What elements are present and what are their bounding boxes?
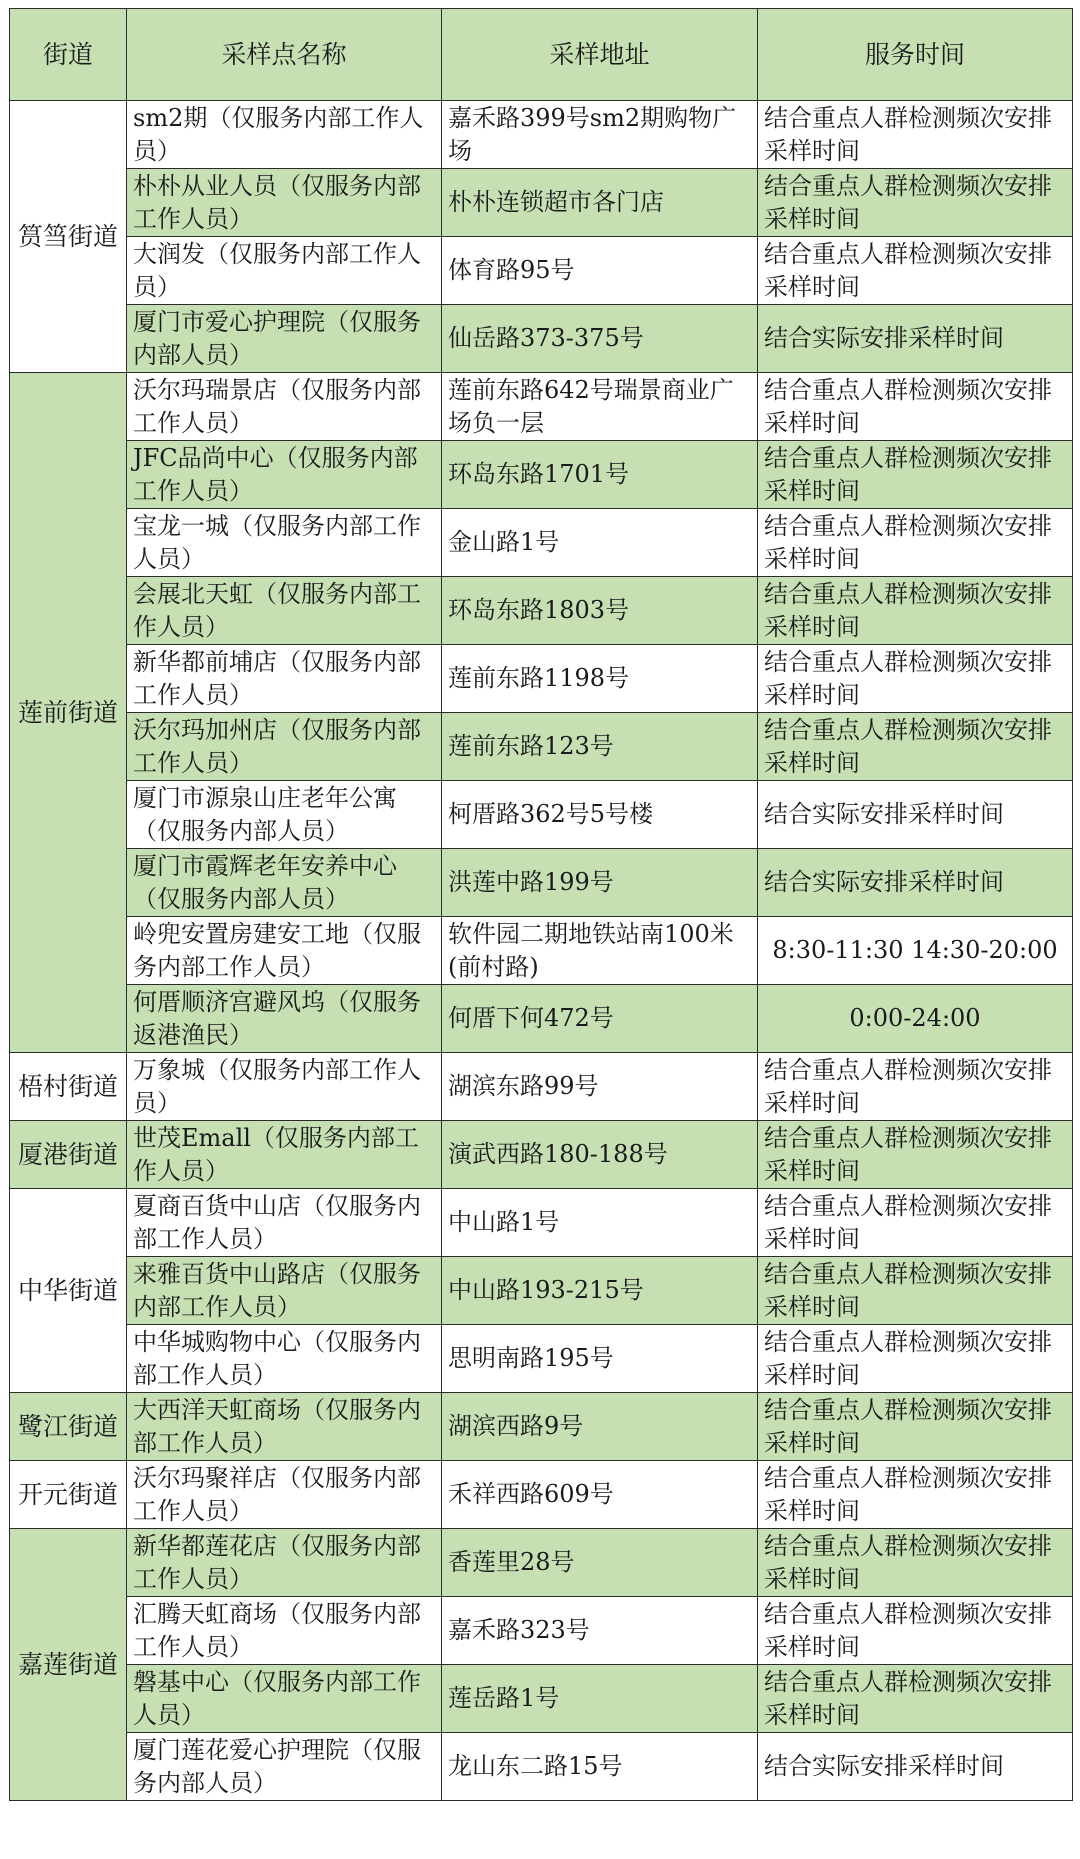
street-cell: 莲前街道 (10, 373, 127, 1053)
site-name-cell: 沃尔玛加州店（仅服务内部工作人员） (127, 713, 442, 781)
address-cell: 嘉禾路323号 (442, 1597, 758, 1665)
site-name-cell: 夏商百货中山店（仅服务内部工作人员） (127, 1189, 442, 1257)
address-cell: 体育路95号 (442, 237, 758, 305)
site-name-cell: 新华都莲花店（仅服务内部工作人员） (127, 1529, 442, 1597)
site-name-cell: 厦门市爱心护理院（仅服务内部人员） (127, 305, 442, 373)
street-cell: 鹭江街道 (10, 1393, 127, 1461)
table-row (10, 169, 1073, 237)
street-cell: 厦港街道 (10, 1121, 127, 1189)
table-row (10, 1053, 1073, 1121)
site-name-cell: sm2期（仅服务内部工作人员） (127, 101, 442, 169)
service-time-cell: 结合重点人群检测频次安排采样时间 (758, 1053, 1073, 1121)
table-row (10, 713, 1073, 781)
site-name-cell: 中华城购物中心（仅服务内部工作人员） (127, 1325, 442, 1393)
site-name-cell: 世茂Emall（仅服务内部工作人员） (127, 1121, 442, 1189)
table-row (10, 917, 1073, 985)
site-name-cell: 何厝顺济宫避风坞（仅服务返港渔民） (127, 985, 442, 1053)
address-cell: 软件园二期地铁站南100米(前村路) (442, 917, 758, 985)
site-name-cell: 厦门市源泉山庄老年公寓（仅服务内部人员） (127, 781, 442, 849)
table-row (10, 305, 1073, 373)
address-cell: 禾祥西路609号 (442, 1461, 758, 1529)
table-row (10, 509, 1073, 577)
table-row (10, 1733, 1073, 1801)
service-time-cell: 结合重点人群检测频次安排采样时间 (758, 1325, 1073, 1393)
site-name-cell: 厦门市霞辉老年安养中心（仅服务内部人员） (127, 849, 442, 917)
street-cell: 开元街道 (10, 1461, 127, 1529)
address-cell: 中山路193-215号 (442, 1257, 758, 1325)
header-service-time: 服务时间 (758, 9, 1073, 101)
address-cell: 嘉禾路399号sm2期购物广场 (442, 101, 758, 169)
street-cell: 中华街道 (10, 1189, 127, 1393)
table-row (10, 577, 1073, 645)
site-name-cell: 大西洋天虹商场（仅服务内部工作人员） (127, 1393, 442, 1461)
site-name-cell: 厦门莲花爱心护理院（仅服务内部人员） (127, 1733, 442, 1801)
table-row (10, 1189, 1073, 1257)
header-site-name: 采样点名称 (127, 9, 442, 101)
table-row (10, 1121, 1073, 1189)
site-name-cell: 宝龙一城（仅服务内部工作人员） (127, 509, 442, 577)
site-name-cell: 沃尔玛瑞景店（仅服务内部工作人员） (127, 373, 442, 441)
service-time-cell: 结合重点人群检测频次安排采样时间 (758, 713, 1073, 781)
service-time-cell: 结合重点人群检测频次安排采样时间 (758, 1529, 1073, 1597)
service-time-cell: 结合实际安排采样时间 (758, 781, 1073, 849)
service-time-cell: 结合实际安排采样时间 (758, 1733, 1073, 1801)
street-cell: 梧村街道 (10, 1053, 127, 1121)
service-time-cell: 结合重点人群检测频次安排采样时间 (758, 1393, 1073, 1461)
service-time-cell: 结合重点人群检测频次安排采样时间 (758, 1189, 1073, 1257)
street-cell: 筼筜街道 (10, 101, 127, 373)
address-cell: 莲岳路1号 (442, 1665, 758, 1733)
site-name-cell: 沃尔玛聚祥店（仅服务内部工作人员） (127, 1461, 442, 1529)
service-time-cell: 结合重点人群检测频次安排采样时间 (758, 509, 1073, 577)
service-time-cell: 结合重点人群检测频次安排采样时间 (758, 645, 1073, 713)
address-cell: 龙山东二路15号 (442, 1733, 758, 1801)
site-name-cell: 磐基中心（仅服务内部工作人员） (127, 1665, 442, 1733)
site-name-cell: 岭兜安置房建安工地（仅服务内部工作人员） (127, 917, 442, 985)
address-cell: 演武西路180-188号 (442, 1121, 758, 1189)
address-cell: 洪莲中路199号 (442, 849, 758, 917)
service-time-cell: 结合实际安排采样时间 (758, 849, 1073, 917)
address-cell: 莲前东路642号瑞景商业广场负一层 (442, 373, 758, 441)
service-time-cell: 结合重点人群检测频次安排采样时间 (758, 1665, 1073, 1733)
service-time-cell: 结合重点人群检测频次安排采样时间 (758, 1597, 1073, 1665)
address-cell: 何厝下何472号 (442, 985, 758, 1053)
service-time-cell: 0:00-24:00 (758, 985, 1073, 1053)
table-row (10, 1529, 1073, 1597)
table-row (10, 1665, 1073, 1733)
table-row (10, 1325, 1073, 1393)
address-cell: 朴朴连锁超市各门店 (442, 169, 758, 237)
service-time-cell: 8:30-11:30 14:30-20:00 (758, 917, 1073, 985)
service-time-cell: 结合重点人群检测频次安排采样时间 (758, 1257, 1073, 1325)
service-time-cell: 结合重点人群检测频次安排采样时间 (758, 169, 1073, 237)
header-row (10, 9, 1073, 101)
site-name-cell: 大润发（仅服务内部工作人员） (127, 237, 442, 305)
address-cell: 环岛东路1701号 (442, 441, 758, 509)
service-time-cell: 结合重点人群检测频次安排采样时间 (758, 1121, 1073, 1189)
service-time-cell: 结合重点人群检测频次安排采样时间 (758, 577, 1073, 645)
service-time-cell: 结合重点人群检测频次安排采样时间 (758, 441, 1073, 509)
service-time-cell: 结合重点人群检测频次安排采样时间 (758, 101, 1073, 169)
table-row (10, 1393, 1073, 1461)
header-address: 采样地址 (442, 9, 758, 101)
table-row (10, 849, 1073, 917)
site-name-cell: 新华都前埔店（仅服务内部工作人员） (127, 645, 442, 713)
service-time-cell: 结合实际安排采样时间 (758, 305, 1073, 373)
table-row (10, 101, 1073, 169)
service-time-cell: 结合重点人群检测频次安排采样时间 (758, 1461, 1073, 1529)
address-cell: 思明南路195号 (442, 1325, 758, 1393)
table-row (10, 441, 1073, 509)
address-cell: 湖滨东路99号 (442, 1053, 758, 1121)
site-name-cell: JFC品尚中心（仅服务内部工作人员） (127, 441, 442, 509)
address-cell: 香莲里28号 (442, 1529, 758, 1597)
table-row (10, 985, 1073, 1053)
address-cell: 莲前东路123号 (442, 713, 758, 781)
table-row (10, 645, 1073, 713)
address-cell: 中山路1号 (442, 1189, 758, 1257)
service-time-cell: 结合重点人群检测频次安排采样时间 (758, 237, 1073, 305)
street-cell: 嘉莲街道 (10, 1529, 127, 1801)
service-time-cell: 结合重点人群检测频次安排采样时间 (758, 373, 1073, 441)
site-name-cell: 汇腾天虹商场（仅服务内部工作人员） (127, 1597, 442, 1665)
table-row (10, 781, 1073, 849)
header-street: 街道 (10, 9, 127, 101)
site-name-cell: 来雅百货中山路店（仅服务内部工作人员） (127, 1257, 442, 1325)
site-name-cell: 万象城（仅服务内部工作人员） (127, 1053, 442, 1121)
address-cell: 柯厝路362号5号楼 (442, 781, 758, 849)
table-row (10, 1461, 1073, 1529)
sampling-points-table (9, 8, 1073, 1801)
table-row (10, 1257, 1073, 1325)
site-name-cell: 朴朴从业人员（仅服务内部工作人员） (127, 169, 442, 237)
address-cell: 湖滨西路9号 (442, 1393, 758, 1461)
table-row (10, 373, 1073, 441)
site-name-cell: 会展北天虹（仅服务内部工作人员） (127, 577, 442, 645)
table-row (10, 1597, 1073, 1665)
address-cell: 莲前东路1198号 (442, 645, 758, 713)
address-cell: 金山路1号 (442, 509, 758, 577)
address-cell: 环岛东路1803号 (442, 577, 758, 645)
address-cell: 仙岳路373-375号 (442, 305, 758, 373)
table-row (10, 237, 1073, 305)
